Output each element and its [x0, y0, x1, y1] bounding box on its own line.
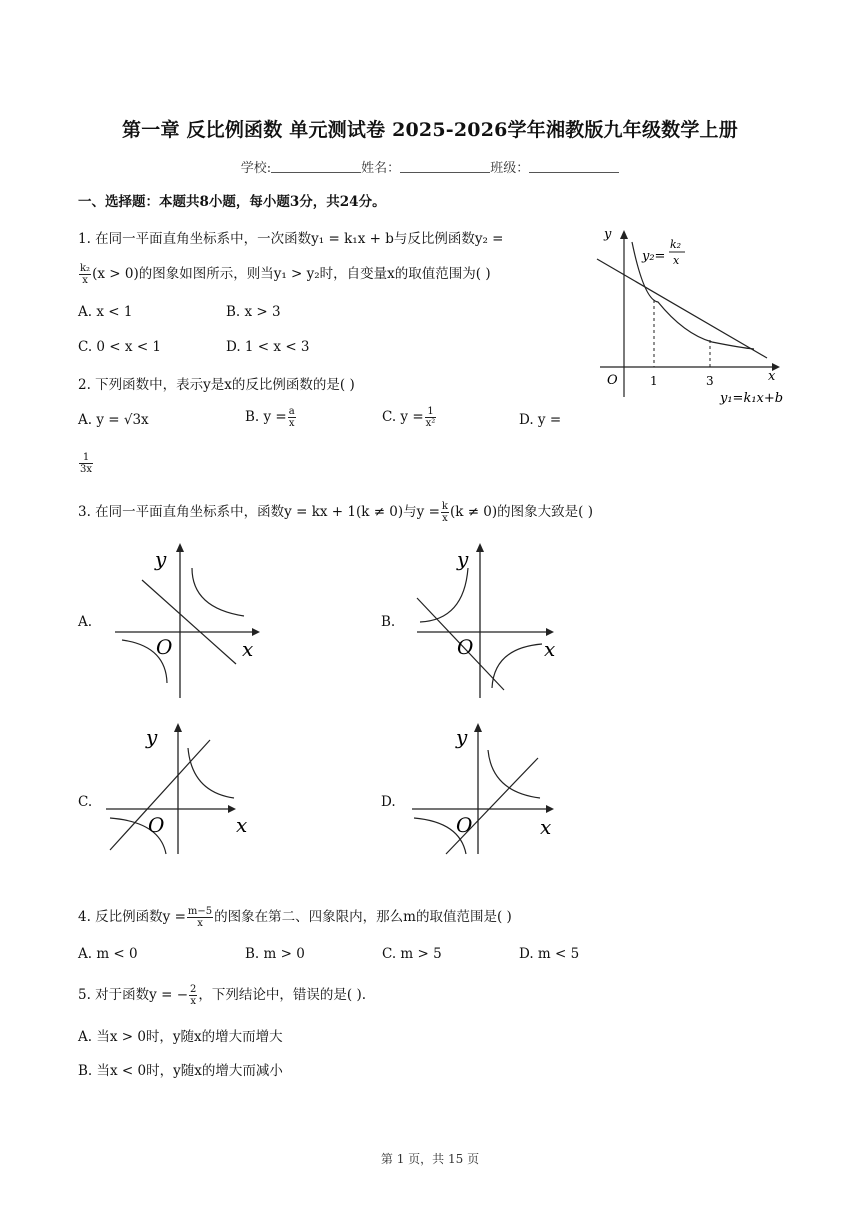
svg-text:O: O — [456, 813, 473, 837]
svg-text:x: x — [544, 637, 556, 661]
svg-text:x: x — [242, 637, 254, 661]
q1-y1-label: y₁=k₁x+b — [720, 391, 784, 406]
q2-option-b[interactable]: B. y = $\frac{a}{x}$ — [245, 406, 295, 429]
name-blank — [400, 160, 490, 173]
svg-text:y: y — [146, 725, 158, 749]
q1-line-y1 — [597, 259, 767, 358]
q2-option-c[interactable]: C. y = $\frac{1}{\text{x²}}$ — [382, 406, 436, 429]
q1-y2-label: y₂= — [642, 249, 666, 264]
page-footer: 第 1 页，共 15 页 — [380, 1152, 480, 1166]
q1-origin-label: O — [607, 373, 618, 388]
q5-option-b[interactable]: B. 当x < 0时，y随x的增大而减小 — [78, 1063, 283, 1079]
school-blank — [271, 160, 361, 173]
q5-stem: 5. 对于函数y = − $\frac{2}{x}$ ，下列结论中，错误的是( ). — [78, 984, 367, 1007]
q3-graph-a[interactable] — [100, 538, 270, 703]
name-label: 姓名： — [361, 161, 401, 176]
q2-stem: 2. 下列函数中，表示y是x的反比例函数的是( ) — [78, 377, 355, 393]
q3-graph-c[interactable] — [100, 718, 260, 858]
q1-stem-line2: $\frac{\text{k₂}}{x}$ (x > 0)的图象如图所示，则当y₁ > y₂时，自变量x的取值范围为( ) — [80, 263, 491, 286]
svg-text:y: y — [155, 547, 167, 571]
q2-option-a[interactable]: A. y = √3x — [78, 412, 149, 428]
q1-axis-x-label: x — [768, 369, 776, 384]
q4-option-d[interactable]: D. m < 5 — [519, 946, 580, 962]
q1-option-a[interactable]: A. x < 1 — [78, 304, 133, 320]
q3-option-c-label[interactable]: C. — [78, 794, 93, 810]
q1-graph — [592, 222, 792, 412]
q5-option-a[interactable]: A. 当x > 0时，y随x的增大而增大 — [78, 1029, 283, 1045]
class-label: 班级： — [490, 161, 530, 176]
student-info-line — [0, 157, 860, 176]
q3-option-a-label[interactable]: A. — [78, 614, 93, 630]
page-title: 第一章 反比例函数 单元测试卷 2025-2026学年湘教版九年级数学上册 — [122, 119, 738, 141]
q1-stem-line1: 1. 在同一平面直角坐标系中，一次函数y₁ = k₁x + b与反比例函数y₂ = — [78, 231, 504, 247]
school-label: 学校: — [240, 161, 272, 176]
q4-option-a[interactable]: A. m < 0 — [78, 946, 138, 962]
q1-axis-y-label: y — [604, 227, 612, 242]
q1-tick-1: 1 — [650, 374, 658, 388]
q3-graph-b[interactable] — [402, 538, 572, 703]
q1-option-b[interactable]: B. x > 3 — [226, 304, 281, 320]
q1-fraction: $\frac{\text{k₂}}{x}$ — [80, 263, 91, 286]
q1-option-c[interactable]: C. 0 < x < 1 — [78, 339, 162, 355]
svg-text:O: O — [457, 635, 474, 659]
q4-option-c[interactable]: C. m > 5 — [382, 946, 442, 962]
q1-y-arrow — [620, 230, 628, 239]
svg-text:x: x — [540, 815, 552, 839]
q4-option-b[interactable]: B. m > 0 — [245, 946, 305, 962]
q2-option-d[interactable]: D. y = — [519, 412, 562, 428]
q3-stem: 3. 在同一平面直角坐标系中，函数y = kx + 1(k ≠ 0)与y = $\frac{k}{x}$ (k ≠ 0)的图象大致是( ) — [78, 501, 593, 524]
q1-y2-den: x — [673, 254, 680, 267]
q3-graph-d[interactable] — [402, 718, 562, 858]
q2-option-d-fraction: $\frac{1}{3x}$ — [80, 452, 93, 475]
q3-option-d-label[interactable]: D. — [381, 794, 396, 810]
svg-text:O: O — [156, 635, 173, 659]
class-blank — [529, 160, 619, 173]
svg-text:y: y — [457, 547, 469, 571]
svg-text:x: x — [236, 813, 248, 837]
q4-stem: 4. 反比例函数y = $\frac{m-5}{x}$ 的图象在第二、四象限内，那么m的取值范围是( ) — [78, 906, 512, 929]
svg-text:O: O — [148, 813, 165, 837]
section-heading: 一、选择题：本题共8小题，每小题3分，共24分。 — [78, 194, 386, 210]
svg-text:y: y — [456, 725, 468, 749]
q1-option-d[interactable]: D. 1 < x < 3 — [226, 339, 310, 355]
q1-tick-3: 3 — [706, 374, 714, 388]
q3-option-b-label[interactable]: B. — [381, 614, 396, 630]
q1-y2-num: k₂ — [670, 238, 682, 251]
